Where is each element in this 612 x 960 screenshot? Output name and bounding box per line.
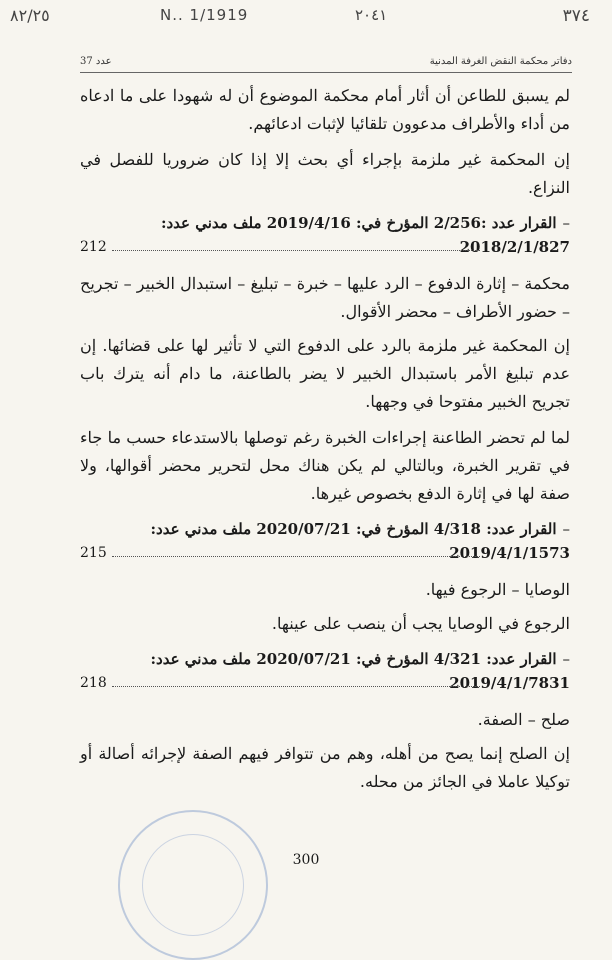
handwritten-note-left: ٨٢/٢٥: [10, 6, 50, 25]
issue-number: عدد 37: [80, 56, 112, 67]
dash-marker: –: [562, 650, 570, 668]
page-number: 300: [292, 852, 320, 868]
topic-heading: محكمة – إثارة الدفوع – الرد عليها – خبرة – تبليغ – استبدال الخبير – تجريح – حضور الأطراف – محضر الأقوال.: [80, 274, 570, 321]
handwritten-note-year: ٢٠٤١: [355, 6, 388, 24]
paragraph: الرجوع في الوصايا يجب أن ينصب على عينها.: [271, 614, 570, 633]
running-header: [80, 54, 572, 73]
dot-leader: [112, 556, 480, 557]
topic-heading: الوصايا – الرجوع فيها.: [425, 580, 570, 599]
decision-citation: القرار عدد: 4/318 المؤرخ في: 2020/07/21 ملف مدني عدد:: [150, 520, 557, 538]
library-stamp: [118, 810, 268, 960]
page-reference: 215: [80, 545, 107, 561]
page-reference: 212: [80, 239, 107, 255]
page-content: [80, 82, 570, 804]
file-number: 2019/4/1/7831: [449, 674, 570, 692]
paragraph: لما لم تحضر الطاعنة إجراءات الخبرة رغم توصلها بالاستدعاء حسب ما جاء في تقرير الخبرة، وبالتالي لم يكن هناك محل لتحرير محضر أقوالها، ولا صفة لها في إثارة الدفع بخصوص غيرها.: [80, 428, 570, 503]
dot-leader: [112, 686, 480, 687]
paragraph: إن الصلح إنما يصح من أهله، وهم من تتوافر فيهم الصفة لإجرائه أصالة أو توكيلا عاملا في الجائز من محله.: [80, 744, 570, 791]
topic-heading: صلح – الصفة.: [477, 710, 570, 729]
paragraph: إن المحكمة غير ملزمة بالرد على الدفوع التي لا تأثير لها على قضائها. إن عدم تبليغ الأمر باستبدال الخبير لا يضر بالطاعنة، ما دام أنه يترك باب تجريح الخبير مفتوحا في وجهها.: [80, 336, 570, 411]
decision-reference: [80, 210, 570, 258]
decision-citation: القرار عدد: 4/321 المؤرخ في: 2020/07/21 ملف مدني عدد:: [150, 650, 557, 668]
decision-reference: [80, 516, 570, 564]
dash-marker: –: [562, 520, 570, 538]
file-number: 2019/4/1/1573: [449, 544, 570, 562]
page-reference: 218: [80, 675, 107, 691]
dot-leader: [112, 250, 480, 251]
paragraph: لم يسبق للطاعن أن أثار أمام محكمة الموضوع أن له شهودا على ما ادعاه من أداء والأطراف مدعوون تلقائيا لإثبات ادعائهم.: [80, 86, 570, 133]
handwritten-note-right: ٣٧٤: [562, 6, 590, 26]
file-number: 2018/2/1/827: [459, 238, 570, 256]
decision-citation: القرار عدد :2/256 المؤرخ في: 2019/4/16 ملف مدني عدد:: [160, 214, 557, 232]
paragraph: إن المحكمة غير ملزمة بإجراء أي بحث إلا إذا كان ضروريا للفصل في النزاع.: [80, 150, 570, 197]
decision-reference: [80, 646, 570, 694]
library-stamp-inner-ring: [142, 834, 244, 936]
dash-marker: –: [562, 214, 570, 232]
handwritten-note-reference: N.. 1/1919: [160, 6, 249, 24]
journal-title: دفاتر محكمة النقض الغرفة المدنية: [429, 56, 572, 67]
